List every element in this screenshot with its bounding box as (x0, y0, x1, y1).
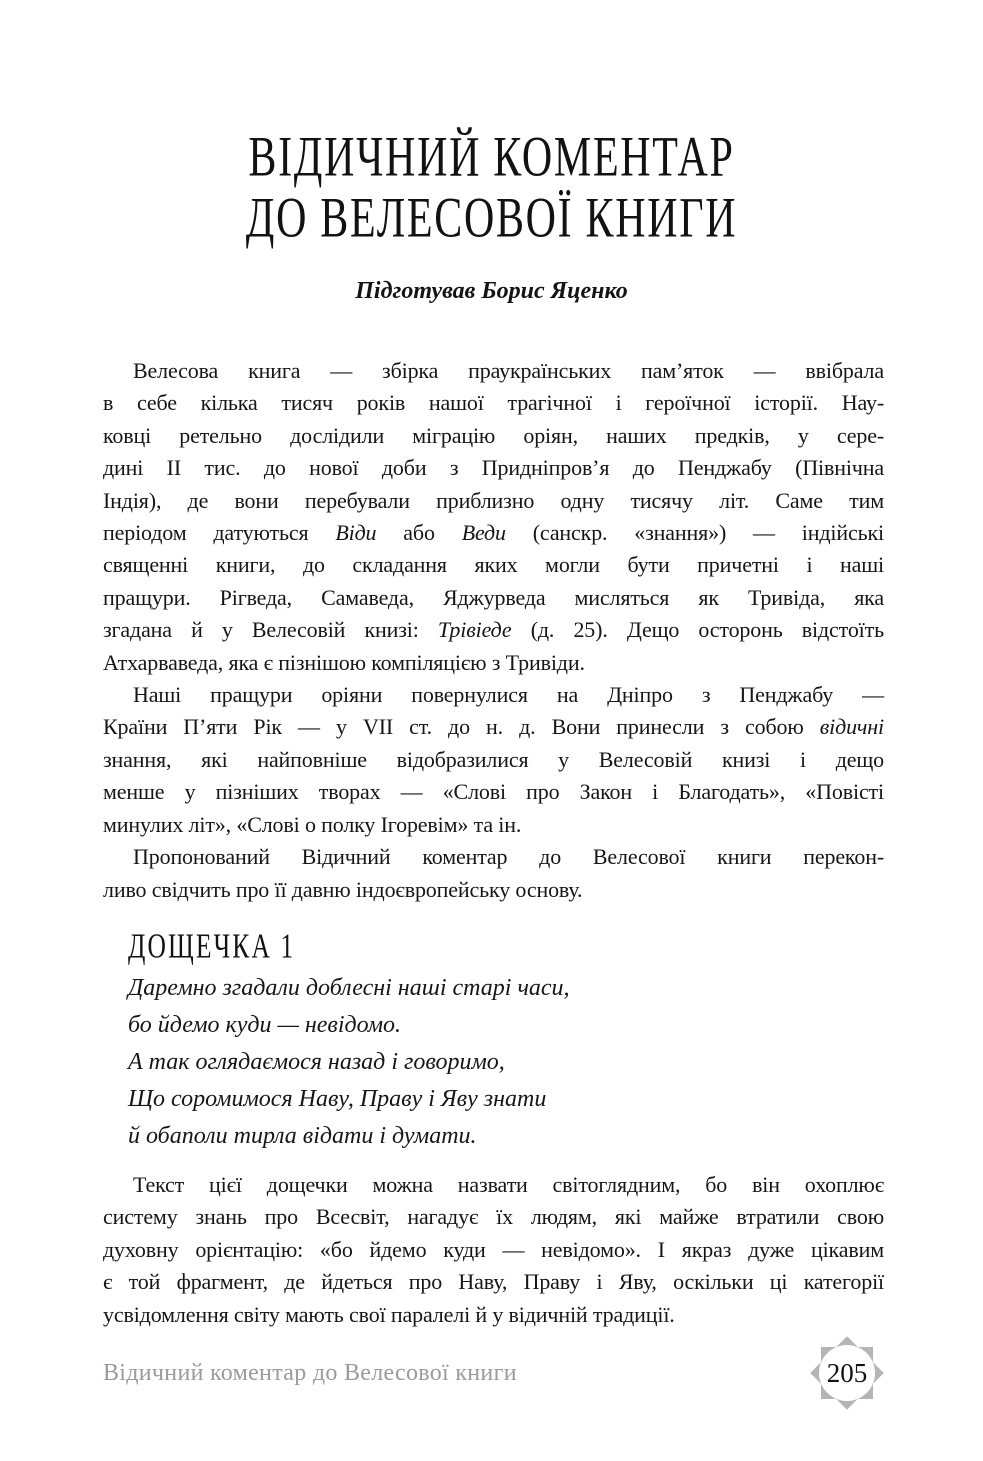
star-ornament-icon (810, 1336, 884, 1410)
text-line: Велесова книга — збірка праукраїнських пам’яток — ввібрала (133, 358, 884, 383)
body-text (103, 355, 884, 1331)
page-footer (103, 1336, 884, 1410)
text-line: в себе кілька тисяч років нашої трагічної і героїчної історії. Нау- (103, 390, 884, 416)
text-line: Наші пращури оріяни повернулися на Дніпро з Пенджабу — (133, 682, 884, 708)
text-line: священні книги, до складання яких могли бути причетні і наші (103, 552, 884, 578)
text-line: Що соромимося Наву, Праву і Яву знати (128, 1085, 547, 1112)
chapter-title-line2: ДО ВЕЛЕСОВОЇ КНИГИ (245, 185, 738, 249)
tablet-verse (128, 970, 884, 1155)
text-line: духовну орієнтацію: «бо йдемо куди — невідомо». І якраз дуже цікавим (103, 1236, 884, 1262)
page-number: 205 (826, 1358, 868, 1388)
text-line: є той фрагмент, де йдеться про Наву, Праву і Яву, оскільки ці категорії (103, 1269, 884, 1295)
page-number-badge (810, 1336, 884, 1410)
chapter-title (0, 0, 983, 248)
text-line: пращури. Рігведа, Самаведа, Яджурведа мисляться як Тривіда, яка (103, 584, 884, 610)
text-line: усвідомлення світу мають свої паралелі й у відичній традиції. (103, 1301, 675, 1327)
text-line: ливо свідчить про її давню індоєвропейську основу. (103, 876, 583, 902)
text-line: знання, які найповніше відобразилися у Велесовій книзі і дещо (103, 746, 884, 772)
text-line: й обаполи тирла відати і думати. (128, 1122, 477, 1149)
intro-paragraph-3 (103, 841, 884, 906)
running-title: Відичний коментар до Велесової книги (103, 1359, 517, 1386)
closing-paragraph (103, 1169, 884, 1331)
text-line: дині II тис. до нової доби з Придніпров’я до Пенджабу (Північна (103, 455, 884, 481)
intro-paragraph-1 (103, 355, 884, 679)
text-line: менше у пізніших творах — «Слові про Закон і Благодать», «Повісті (103, 779, 884, 805)
byline: Підготував Борис Яценко (355, 278, 628, 304)
text-line: періодом датуються Віди або Веди (санскр. «знання») — індійські (103, 520, 884, 546)
text-line: минулих літ», «Слові о полку Ігоревім» та ін. (103, 811, 522, 837)
text-line: згадана й у Велесовій книзі: Трівіеде (д. 25). Дещо осторонь відстоїть (103, 617, 884, 643)
chapter-title-line1: ВІДИЧНИЙ КОМЕНТАР (248, 124, 735, 188)
intro-paragraph-2 (103, 679, 884, 841)
text-line: Даремно згадали доблесні наші старі часи, (128, 974, 570, 1001)
text-line: Країни П’яти Рік — у VII ст. до н. д. Вони принесли з собою відичні (103, 714, 884, 740)
text-line: бо йдемо куди — невідомо. (128, 1011, 402, 1038)
text-line: Індія), де вони перебували приблизно одну тисячу літ. Саме тим (103, 487, 884, 513)
tablet-heading: ДОЩЕЧКА 1 (128, 927, 296, 966)
text-line: систему знань про Всесвіт, нагадує їх людям, які майже втратили свою (103, 1204, 884, 1230)
text-line: Пропонований Відичний коментар до Велесової книги перекон- (133, 844, 884, 870)
text-line: А так оглядаємося назад і говоримо, (128, 1048, 505, 1075)
text-line: Атхарваведа, яка є пізнішою компіляцією з Тривіди. (103, 649, 585, 675)
text-line: ковці ретельно дослідили міграцію оріян, наших предків, у сере- (103, 422, 884, 448)
text-line: Текст цієї дощечки можна назвати світоглядним, бо він охоплює (133, 1171, 884, 1197)
